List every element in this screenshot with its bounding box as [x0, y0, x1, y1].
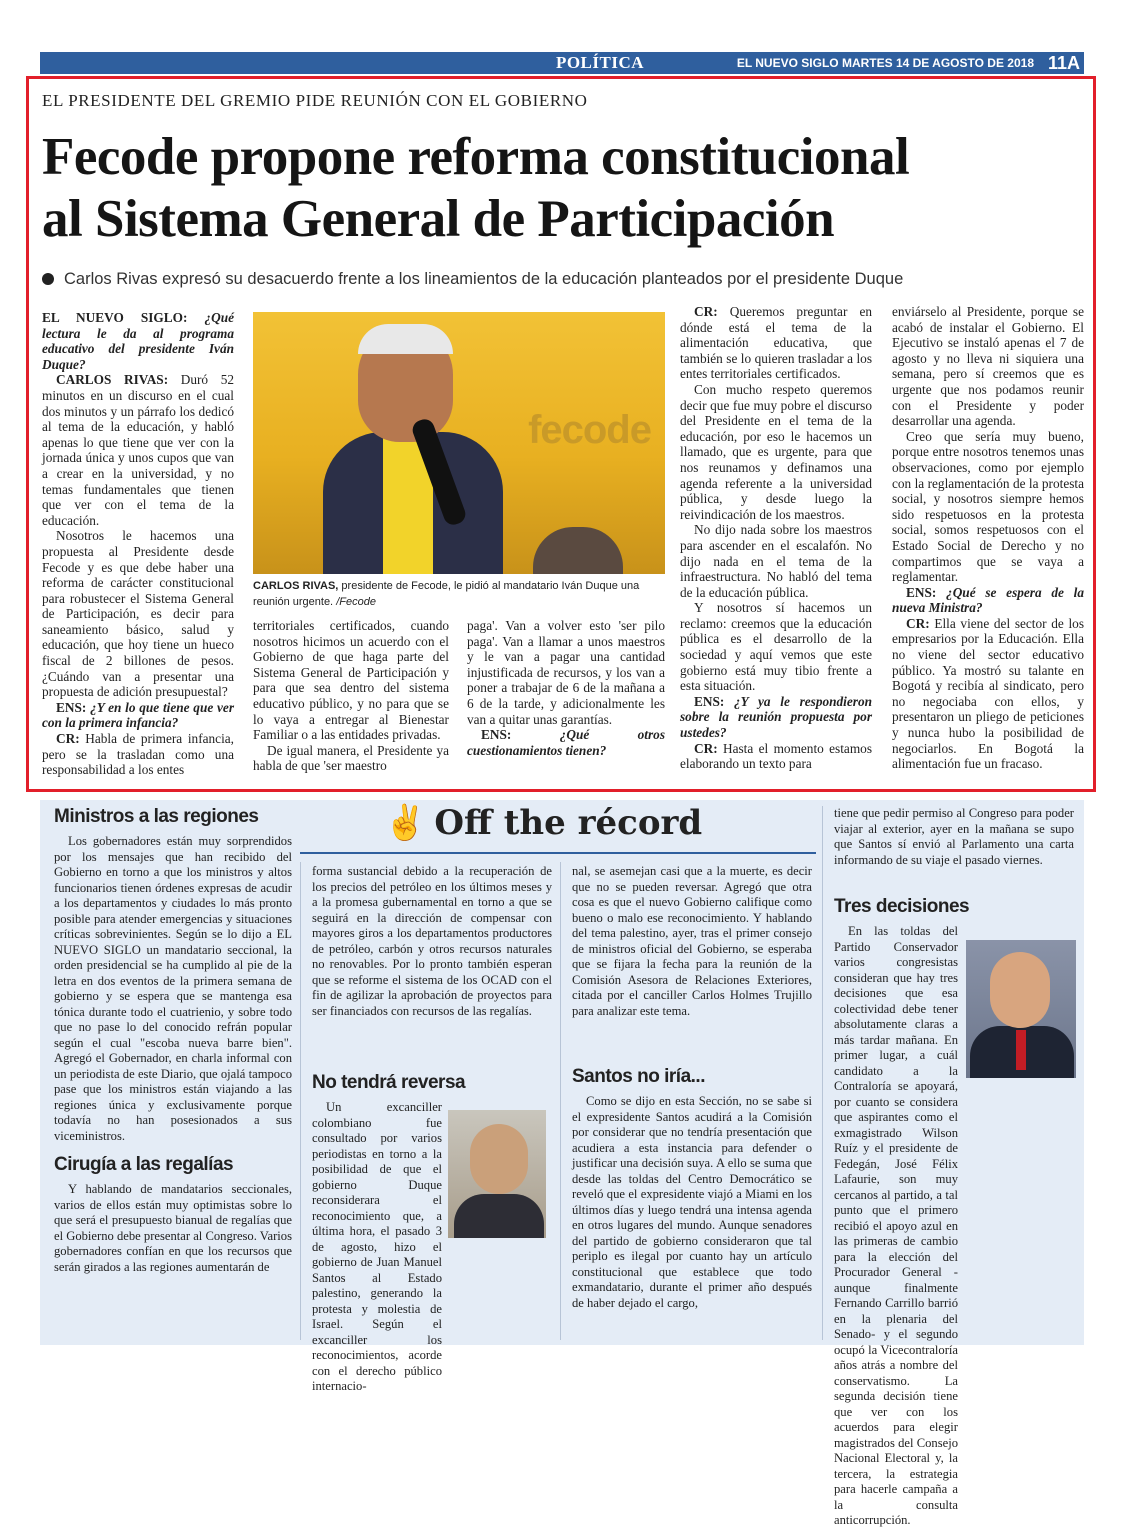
- paragraph: Nosotros le hacemos una propuesta al Presidente desde Fecode y es que debe haber una reforma de carácter constitucional para robustecer el Sistema General de Participación, es decir para saneamiento básico, salud y educación, que hoy tiene un hueco fiscal de 2 billones de pesos. ¿Cuándo van a presentar una propuesta de adición presupuestal?: [42, 528, 234, 700]
- interviewer-label: EL NUEVO SIGLO:: [42, 310, 188, 325]
- article-column-1: [42, 310, 234, 778]
- article-kicker: EL PRESIDENTE DEL GREMIO PIDE REUNIÓN CON EL GOBIERNO: [42, 91, 588, 110]
- paragraph: territoriales certificados, cuando nosotros hicimos un acuerdo con el Gobierno de que haga parte del Sistema General de Participación y para que sea dentro del sistema educativo público, y no para que se lo vaya a entregar al Bienestar Familiar o a las entidades privadas.: [253, 618, 449, 743]
- reversa-text: [312, 1100, 552, 1395]
- article-column-3: [467, 618, 665, 758]
- interviewer-label: ENS:: [56, 699, 87, 715]
- paragraph: Con mucho respeto queremos decir que fue muy pobre el discurso del Presidente en el tema de la educación, por eso le hacemos un llamado, que es urgente, para que nos reunamos y definamos una agenda referente a la universidad pública, y desde luego la reivindicación de los maestros.: [680, 381, 872, 522]
- newspaper-date: EL NUEVO SIGLO MARTES 14 DE AGOSTO DE 2018: [736, 56, 1034, 70]
- photo-caption: [253, 578, 663, 610]
- photo-credit: /Fecode: [336, 596, 376, 608]
- cirugia-heading: Cirugía a las regalías: [54, 1154, 234, 1175]
- reversa-heading: No tendrá reversa: [312, 1072, 466, 1093]
- answer-text: Ella viene del sector de los empresarios por la Educación. Ella no viene del sector educativo público. Ya mostró su talante en Bogotá y recibía al sindicato, pero no negociaba con ellos, y presentaron un pliego de peticiones y nunca hubo la posibilidad de negociarlos. En Bogotá la alimentación fue un fracaso.: [892, 615, 1085, 772]
- paragraph: tiene que pedir permiso al Congreso para poder viajar al exterior, ayer en la mañana se supo que Santos sí envió al Parlamento una carta informando de su viaje el pasado viernes.: [834, 806, 1074, 867]
- paragraph: nal, se asemejan casi que a la muerte, es decir que no se pueden reversar. Agregó que otra cosa es que el nuevo Gobierno califique como bueno o malo ese reconocimiento. Y hablando del tema palestino, ayer, tras el primer consejo de ministros oficial del Gobierno, se esperaba que se fijara la fecha para la reunión de la Comisión Asesora de Relaciones Exteriores, citada por el canciller Carlos Holmes Trujillo para analizar este tema.: [572, 864, 812, 1018]
- article-headline: [42, 126, 1042, 250]
- article-column-5: [892, 304, 1084, 772]
- interviewee-label: CARLOS RIVAS:: [56, 372, 169, 388]
- question-text: ¿Y ya le respondieron sobre la reunión propuesta por ustedes?: [680, 693, 872, 741]
- subtitle-text: Carlos Rivas expresó su desacuerdo frente a los lineamientos de la educación planteados por el presidente Duque: [64, 270, 904, 288]
- caption-text: presidente de Fecode, le pidió al mandatario Iván Duque una reunión urgente.: [253, 580, 640, 608]
- paragraph: No dijo nada sobre los maestros para ascender en el escalafón. No dijo nada en el tema de la infraestructura. No habló del tema de la educación pública.: [680, 522, 872, 600]
- tres-heading: Tres decisiones: [834, 896, 970, 917]
- article-column-4: [680, 304, 872, 772]
- interviewee-label: CR:: [906, 615, 930, 631]
- column-divider: [560, 862, 561, 1340]
- interviewee-label: CR:: [694, 740, 718, 756]
- background-person: [533, 527, 623, 574]
- interviewer-label: ENS:: [906, 584, 937, 600]
- lower-column-3: [572, 864, 812, 1019]
- headline-line-2: al Sistema General de Participación: [42, 190, 835, 248]
- answer-text: Queremos preguntar en dónde está el tema de la alimentación educativa, que también se lo quieren trasladar a los entes territoriales certificados.: [680, 304, 873, 382]
- lower-column-2: [312, 864, 552, 1019]
- article-subtitle: [42, 270, 903, 289]
- answer-text: Duró 52 minutos en un discurso en el cual dos minutos y un párrafo los dedicó al tema de la educación, y habló apenas lo que tiene que ver con la jornada única y unos cupos que van a crear en la universidad, y no temas fundamentales que tienen que ver con el tema de la educación.: [42, 372, 234, 528]
- victory-hand-icon: ✌: [384, 803, 427, 843]
- paragraph: Los gobernadores están muy sorprendidos por los mensajes que han recibido del Gobierno en torno a que los ministros y altos funcionarios tienen órdenes expresas de acudir a los departamentos y ciudades lo más pronto posible para atender emergencias y situaciones críticas sobrevinientes. Según se lo dijo a EL NUEVO SIGLO un mandatario seccional, la orden presidencial se ha cumplido al pie de la letra en dos eventos de la primera semana de gobierno y se espera que se mantenga esa tónica durante todo el cuatrienio, y sobre todo que no pase lo del conocido refrán popular según el cual "escoba nueva barre bien". Agregó el Gobernador, en charla informal con un periodista de este Diario, que ojalá tampoco pase que los ministros están viajando a las regiones única y exclusivamente porque todavía no han posesionados a sus viceministros.: [54, 834, 292, 1143]
- question-text: ¿Qué otros cuestionamientos tienen?: [467, 727, 665, 758]
- interviewee-label: CR:: [694, 304, 718, 319]
- lower-column-4: [834, 806, 1074, 868]
- speaker-hair: [358, 324, 453, 354]
- interviewer-label: ENS:: [694, 693, 725, 709]
- column-divider: [300, 862, 301, 1340]
- santos-heading: Santos no iría...: [572, 1066, 705, 1087]
- paragraph: Como se dijo en esta Sección, no se sabe si el expresidente Santos acudirá a la Comisión por considerar que no tendría presentación que acudiera a esta instancia para defender o justificar una decisión suya. A ello se suma que desde las toldas del Centro Democrático se reveló que el expresidente viajó a Miami en los últimos días y luego tendrá una intensa agenda en otros lugares del mundo. Aunque senadores del partido de gobierno consideraron que tal periplo es ilegal por cuanto hay un artículo constitucional que establece que todo exmandatario, durante el primer año después de haber dejado el cargo,: [572, 1094, 812, 1310]
- article-column-2: [253, 618, 449, 774]
- interviewee-label: CR:: [56, 731, 80, 747]
- question-text: ¿Qué se espera de la nueva Ministra?: [892, 584, 1084, 616]
- title-underline: [300, 852, 816, 854]
- ministros-text: [54, 834, 292, 1144]
- answer-text: Habla de primera infancia, pero se la trasladan como una responsabilidad a los entes: [42, 731, 234, 778]
- paragraph: Creo que sería muy bueno, porque entre nosotros tenemos unas observaciones, como por ejemplo con la reglamentación de la protesta social, y nosotros siempre hemos sido respetuosos en la protesta social, somos respetuosos con el Estado Social de Derecho y no compartimos que se vaya a reglamentar.: [892, 428, 1084, 585]
- santos-text: [572, 1094, 812, 1311]
- paragraph: Un excanciller colombiano fue consultado por varios periodistas en torno a la posibilidad de que el gobierno Duque reconsiderara el reconocimiento que, a última hora, el pasado 3 de agosto, hizo el gobierno de Juan Manuel Santos al Estado palestino, generando la protesta y molestia de Israel. Según el excanciller los reconocimientos, acorde con el derecho público internacio-: [312, 1100, 442, 1393]
- tres-text: [834, 924, 1074, 1529]
- question-text: ¿Qué lectura le da al programa educativo del presidente Iván Duque?: [42, 310, 234, 372]
- page-number: 11A: [1047, 53, 1080, 73]
- question-text: ¿Y en lo que tiene que ver con la primera infancia?: [42, 699, 234, 731]
- lower-column-1: [54, 806, 292, 1275]
- bullet-icon: [42, 273, 54, 285]
- answer-text: Hasta el momento estamos elaborando un texto para: [680, 740, 872, 772]
- carlos-rivas-photo: [253, 312, 665, 574]
- page-header-bar: [40, 52, 1084, 74]
- paragraph: enviárselo al Presidente, porque se acabó de instalar el Gobierno. El Ejecutivo se instaló apenas el 7 de agosto y no lleva ni siquiera una semana, pero sí creemos que es urgente que nos podamos reunir con el Presidente y poder desarrollar una agenda.: [892, 304, 1084, 429]
- ministros-heading: Ministros a las regiones: [54, 806, 259, 827]
- section-name: POLÍTICA: [555, 53, 645, 72]
- fecode-logo: fecode: [528, 408, 651, 452]
- cirugia-text: [54, 1182, 292, 1275]
- caption-name: CARLOS RIVAS,: [253, 580, 339, 592]
- paragraph: paga'. Van a volver esto 'ser pilo paga'. Van a llamar a unos maestros y le van a pagar una cantidad injustificada de recursos, y los van a poner a trabajar de 6 de la mañana a 6 de la tarde, y adicionalmente les van a quitar unas garantías.: [467, 618, 665, 727]
- off-the-record-title: [384, 803, 702, 843]
- paragraph: forma sustancial debido a la recuperación de los precios del petróleo en los últimos meses y a la promesa gubernamental en torno a que se seguirá en la dirección de compensar con mayores giros a los departamentos productores de petróleo, carbón y otros recursos naturales no renovables. Por lo pronto también esperan que se reforme el sistema de los OCAD con el fin de agilizar la aprobación de proyectos para ser financiados con recursos de las regalías.: [312, 864, 552, 1018]
- paragraph: Y nosotros sí hacemos un reclamo: creemos que la educación pública es el desarrollo de la sociedad y aquí vemos que este gobierno está muy tibio frente a esta situación.: [680, 600, 872, 694]
- paragraph: En las toldas del Partido Conservador varios congresistas consideran que hay tres decisiones que esa colectividad debe tener absolutamente claras a más tardar mañana. En primer lugar, a cuál candidato a la Contraloría se apoyará, por cuanto se considera que aspirantes como el exmagistrado Wilson Ruíz y el presidente de Fedegán, José Félix Lafaurie, son muy cercanos al partido, a tal punto que el primero recibió el apoyo azul en las primeras de cambio para la elección del Procurador General -aunque finalmente Fernando Carrillo barrió en la plenaria del Senado- y el segundo ocupó la Vicecontraloría años atrás a nombre del conservatismo. La segunda decisión tiene que ver con los acuerdos para elegir magistrados del Consejo Nacional Electoral y, la tercera, la estrategia para hacerle campaña a la consulta anticorrupción.: [834, 924, 958, 1527]
- column-divider: [822, 806, 823, 1340]
- headline-line-1: Fecode propone reforma constitucional: [42, 128, 910, 186]
- interviewer-label: ENS:: [481, 727, 512, 743]
- section-title-text: Off the récord: [434, 803, 703, 843]
- paragraph: Y hablando de mandatarios seccionales, varios de ellos están muy optimistas sobre lo que será el presupuesto bianual de regalías que el Gobierno debe presentar al Congreso. Varios gobernadores confían en que los recursos que serán girados a las regiones aumentarán de: [54, 1182, 292, 1274]
- paragraph: De igual manera, el Presidente ya habla de que 'ser maestro: [253, 742, 449, 774]
